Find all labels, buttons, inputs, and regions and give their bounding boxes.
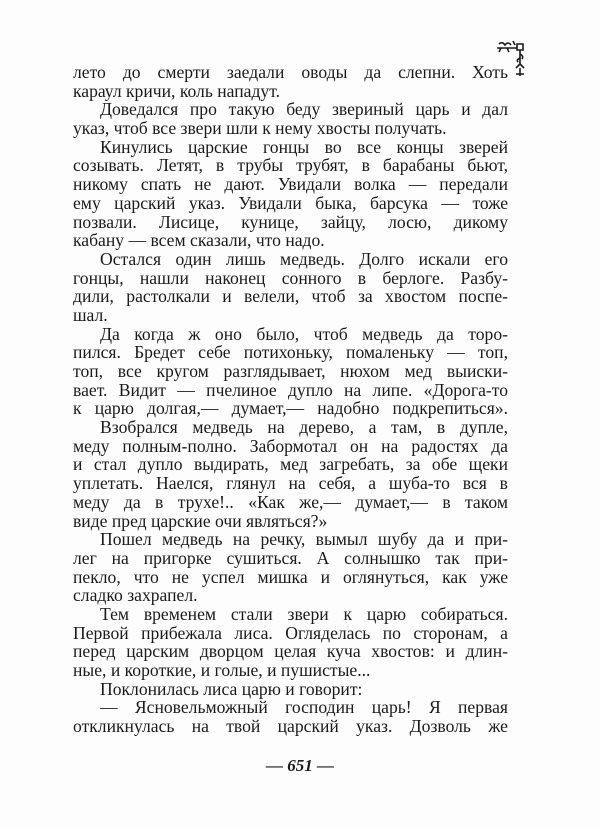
text-line: топ, все кругом разглядывает, нюхом мед выиски- [73,361,508,381]
text-line: лето до смерти заедали оводы да слепни. Хоть [73,62,508,82]
text-line: перед царским дворцом целая куча хвостов: и длин- [73,641,508,662]
text-line: созывать. Летят, в трубы трубят, в барабаны бьют, [73,155,508,176]
text-line: Да когда ж оно было, чтоб медведь да торо- [100,323,508,344]
text-line: Взобрался медведь на дерево, а там, в дупле, [100,417,508,438]
text-line: Остался один лишь медведь. Долго искали его [100,248,508,269]
text-line: караул кричи, коль нападут. [73,80,280,101]
text-line: пился. Бредет себе потихоньку, помаленьку — топ, [73,342,508,363]
text-line: указ, чтоб все звери шли к нему хвосты получать. [73,118,447,139]
text-line: ему царский указ. Увидали быка, барсука — тоже [73,192,508,213]
text-line: дили, растолкали и велели, чтоб за хвостом поспе- [73,286,508,307]
text-line: вает. Видит — пчелиное дупло на липе. «Дорога-то [73,379,508,400]
text-line: никому спать не дают. Увидали волка — передали [73,174,508,195]
text-line: гонцы, нашли наконец сонного в берлоге. Разбу- [73,267,508,288]
text-line: сладко захрапел. [73,585,198,606]
text-line: кабану — всем сказали, что надо. [73,230,325,251]
text-line: пекло, что не успел мишка и оглянуться, как уже [73,566,508,587]
text-line: позвали. Лисице, кунице, зайцу, лосю, дикому [73,211,508,232]
text-line: Первой прибежала лиса. Огляделась по сторонам, а [73,622,508,643]
page-number: — 651 — [266,756,334,775]
text-line: уплетать. Наелся, глянул на себя, а шуба-то вся в [73,473,508,494]
text-line: Поклонилась лиса царю и говорит: [100,678,363,699]
text-line: Кинулись царские гонцы во все концы зверей [100,136,508,157]
text-line: меду полным-полно. Забормотал он на радостях да [73,435,508,456]
text-line: лег на пригорке сушиться. А солнышко так при- [73,547,508,568]
text-line: ные, и короткие, и голые, и пушистые... [73,660,371,680]
text-line: меду да в трухе!.. «Как же,— думает,— в таком [73,491,508,512]
text-line: Доведался про такую беду звериный царь и дал [100,99,508,120]
text-line: шал. [73,304,108,325]
text-line: виде пред царские очи являться?» [73,510,328,531]
text-line: Пошел медведь на речку, вымыл шубу да и при- [100,529,508,550]
text-line: откликнулась на твой царский указ. Дозволь же [73,716,508,737]
text-line: Тем временем стали звери к царю собираться. [100,603,508,624]
text-line: к царю долгая,— думает,— надобно подкрепиться». [73,398,508,419]
text-line: — Ясновельможный господин царь! Я первая [100,697,508,718]
text-line: и стал дупло выдирать, мед загребать, за обе щеки [73,454,508,475]
body-text [73,63,508,736]
